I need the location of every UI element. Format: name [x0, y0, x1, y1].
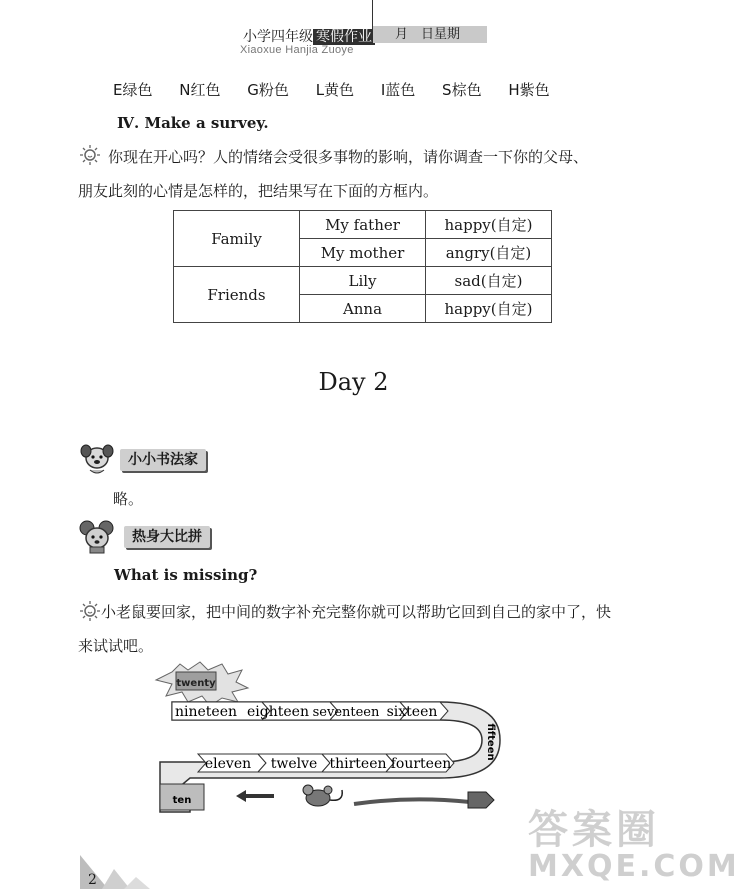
road-number: thirteen — [329, 756, 387, 772]
date-field: 月 日星期 — [373, 26, 487, 43]
page-number: 2 — [88, 872, 97, 888]
instruction-text — [78, 629, 153, 663]
section-heading: Ⅳ. Make a survey. — [117, 114, 269, 132]
start-label: twenty — [176, 678, 216, 689]
instruction-text — [101, 595, 611, 629]
mood-cell: angry(自定) — [426, 239, 552, 267]
road-number: eighteen — [247, 704, 309, 720]
mouse-icon — [303, 785, 342, 806]
day-title: Day 2 — [318, 368, 389, 396]
number-road — [150, 662, 550, 822]
calligraphy-answer: 略。 — [113, 490, 144, 508]
instruction-line: 小老鼠要回家，把中间的数字补充完整你就可以帮助它回到自己的家中了，快 — [101, 603, 612, 621]
color-answer: E绿色 — [113, 81, 153, 99]
mood-cell: happy(自定) — [426, 295, 552, 323]
book-title-plain: 小学四年级 — [243, 29, 313, 45]
turn-number: fifteen — [485, 723, 496, 761]
group-label: Friends — [174, 267, 300, 323]
instruction-line: 朋友此刻的心情是怎样的，把结果写在下面的方框内。 — [78, 182, 439, 200]
color-answer: S棕色 — [442, 81, 482, 99]
instruction-text — [78, 174, 438, 208]
instruction-line: 来试试吧。 — [78, 637, 154, 655]
road-number: eleven — [204, 756, 252, 772]
warmup-banner: 热身大比拼 — [124, 526, 210, 548]
road-number: nineteen — [174, 704, 238, 720]
arrow-left-icon — [236, 790, 274, 802]
table-row — [174, 211, 552, 239]
book-subtitle: Xiaoxue Hanjia Zuoye — [240, 44, 354, 56]
color-answer: I蓝色 — [380, 81, 416, 99]
group-label: Family — [174, 211, 300, 267]
color-answer: G粉色 — [247, 81, 289, 99]
person-cell: Anna — [300, 295, 426, 323]
person-cell: Lily — [300, 267, 426, 295]
color-answer: H紫色 — [508, 81, 550, 99]
instruction-line: 你现在开心吗？人的情绪会受很多事物的影响，请你调查一下你的父母、 — [108, 148, 589, 166]
book-title-highlight: 寒假作业 — [313, 29, 375, 45]
road-number: seventeen — [312, 705, 380, 720]
book-title — [243, 26, 375, 46]
warmup-heading: What is missing? — [114, 566, 258, 584]
color-answer: L黄色 — [315, 81, 355, 99]
road-number: sixteen — [386, 704, 438, 720]
watermark-line: MXQE.COM — [528, 849, 740, 884]
instruction-text — [108, 140, 588, 174]
table-row — [174, 267, 552, 295]
mood-cell: sad(自定) — [426, 267, 552, 295]
end-label: ten — [172, 795, 192, 806]
person-cell: My mother — [300, 239, 426, 267]
colors-answer-line — [113, 79, 572, 100]
mood-cell: happy(自定) — [426, 211, 552, 239]
mascot-dog-icon — [78, 440, 116, 476]
road-number: fourteen — [390, 756, 452, 772]
mascot-mouse-icon — [78, 518, 116, 554]
sun-icon — [80, 601, 100, 621]
watermark-line: 答案圈 — [528, 807, 660, 853]
survey-table — [173, 210, 552, 323]
person-cell: My father — [300, 211, 426, 239]
trail-line — [354, 799, 470, 804]
fish-icon — [468, 792, 494, 808]
color-answer: N红色 — [179, 81, 221, 99]
watermark — [528, 798, 740, 884]
sun-icon — [80, 145, 100, 165]
calligraphy-banner: 小小书法家 — [120, 449, 206, 471]
road-number: twelve — [270, 756, 318, 772]
